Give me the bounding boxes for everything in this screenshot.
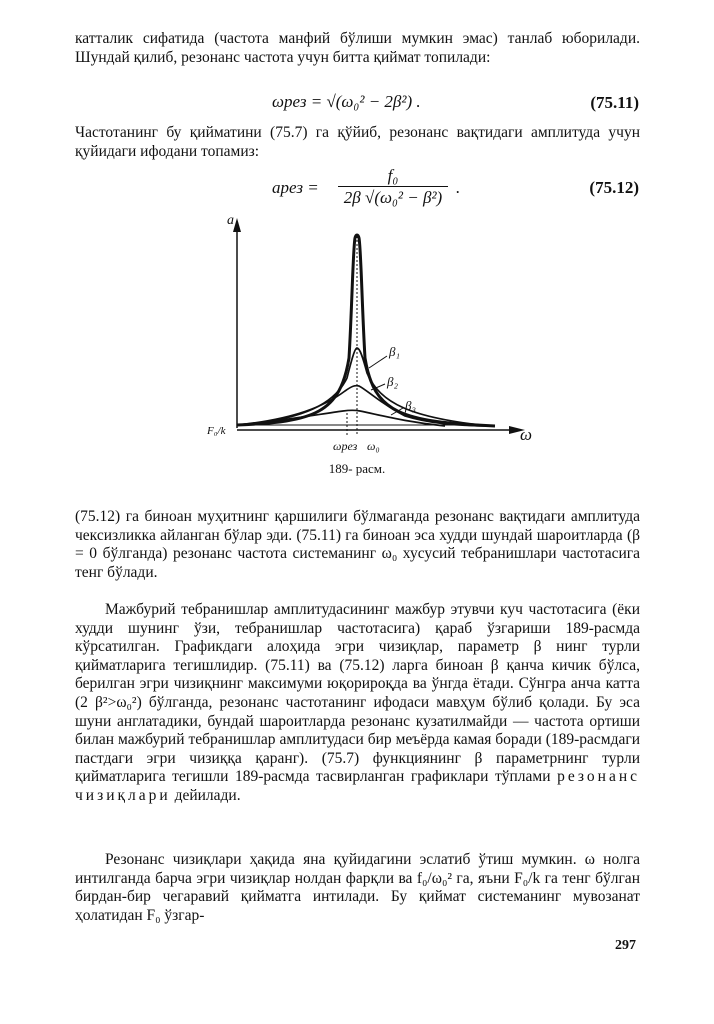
formula-75-11-rhs: √(ω₀² − 2β²) . xyxy=(326,92,421,111)
beta1-leader xyxy=(369,356,387,368)
resonance-curve-beta0 xyxy=(237,235,495,426)
paragraph-5: Резонанс чизиқлари ҳақида яна қуйидагини эслатиб ўтиш мумкин. ω нолга интилганда барча эгри чизиқлар нолдан фарқли ва f₀/ω₀² га, яъни F₀/k га тенг бўлган бирдан-бир чегаравий қийматга интилади. Бу қиймат системанинг мувозанат ҳолатидан F₀ ўзгар- xyxy=(75,851,640,924)
equation-number-75-12: (75.12) xyxy=(589,178,639,197)
formula-75-12-tail: . xyxy=(456,178,461,197)
paragraph-2: Частотанинг бу қийматини (75.7) га қўйиб, резонанс вақтидаги амплитуда учун қуйидаги ифодани топамиз: xyxy=(75,124,640,160)
paragraph-4-main: Мажбурий тебранишлар амплитудасининг мажбур этувчи куч частотасига (ёки худди шунинг ўзи, тебранишлар частотасига) қараб ўзгариши 189-расмда кўрсатилган. Графикдаги алоҳида эгри чизиқлар, параметр β нинг турли қийматларига тегишлидир. (75.11) ва (75.12) ларга биноан β қанча кичик бўлса, берилган эгри чизиқнинг максимуми юқорироқда ва ўнгда ётади. Сўнгра анча катта (2 β²>ω₀²) бўлганда, резонанс частотанинг ифодаси мавҳум бўлиб қолади. Бу эса шуни англатадики, бундай шароитларда резонанс кузатилмайди — частота ортиши билан мажбурий тебранишлар амплитудаси бир меъёрда камая боради (189-расмдаги пастдаги эгри чизиққа қаранг). (75.7) функциянинг β параметрнинг турли қийматларига тегишли 189-расмда тасвирланган графиклари тўплами xyxy=(75,601,640,786)
intro-paragraph: катталик сифатида (частота манфий бўлиши мумкин эмас) танлаб юборилади. Шундай қилиб, резонанс частота учун битта қиймат топилади: xyxy=(75,30,640,66)
beta3-label: β₃ xyxy=(405,398,416,413)
paragraph-4-end: дейилади. xyxy=(174,786,241,804)
formula-75-12-numerator: f₀ xyxy=(338,166,448,187)
resonance-curve-beta1 xyxy=(237,348,490,426)
x-tick-label-omega-0: ω₀ xyxy=(367,439,380,453)
figure-caption: 189- расм. xyxy=(328,461,386,476)
x-axis-label: ω xyxy=(520,425,533,444)
resonance-figure xyxy=(195,208,555,458)
page-number: 297 xyxy=(615,938,636,953)
y-tick-label: F₀/k xyxy=(207,425,226,437)
formula-75-12-denominator: 2β √(ω₀² − β²) xyxy=(343,188,443,207)
y-axis-label: a xyxy=(227,213,234,228)
formula-75-12-lhs: aрез = xyxy=(272,178,319,197)
y-axis-arrow xyxy=(233,218,241,232)
beta2-label: β₂ xyxy=(387,374,398,389)
beta1-label: β₁ xyxy=(389,344,400,359)
formula-75-11 xyxy=(272,92,421,112)
formula-75-11-lhs: ωрез = xyxy=(272,92,323,111)
x-tick-label-omega-res: ωрез xyxy=(333,439,358,453)
equation-number-75-11: (75.11) xyxy=(590,93,639,112)
paragraph-4 xyxy=(75,601,640,806)
paragraph-3: (75.12) га биноан муҳитнинг қаршилиги бўлмаганда резонанс вақтидаги амплитуда чексизликка айланган бўлар эди. (75.11) га биноан эса худди шундай шароитларда (β = 0 бўлганда) резонанс частота системанинг ω₀ хусусий тебранишлари частотасига тенг бўлади. xyxy=(75,508,640,581)
paragraph-4-spaced-term: резонанс чизиқлари xyxy=(75,768,641,804)
